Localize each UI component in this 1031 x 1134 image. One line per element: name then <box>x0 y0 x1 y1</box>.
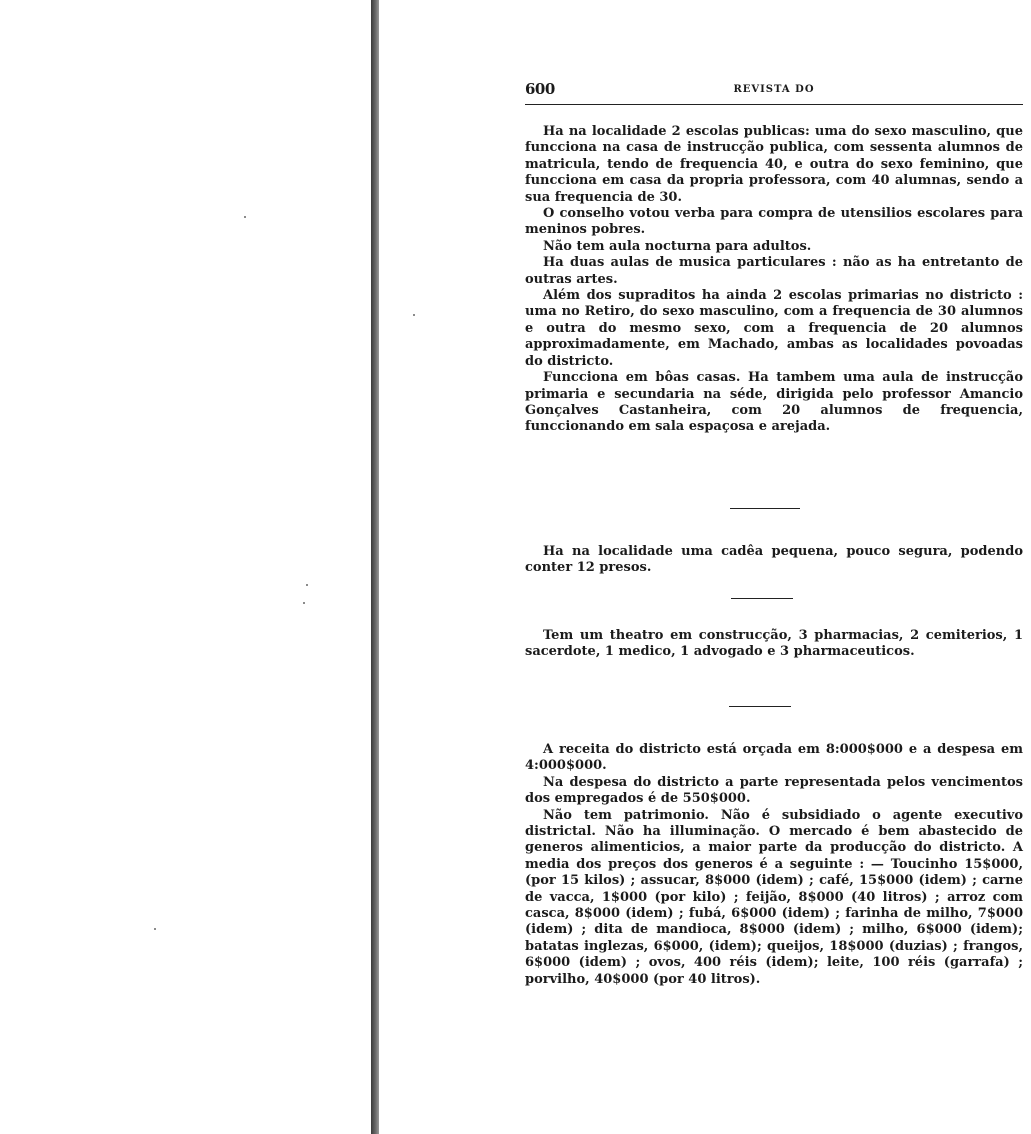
page-header <box>525 80 1023 105</box>
paragraph: Não tem patrimonio. Não é subsidiado o agente executivo districtal. Não ha illuminação. O mercado é bem abastecido de generos alimenticios, a maior parte da producção do districto. A media dos preços dos generos é a seguinte : — Toucinho 15$000, (por 15 kilos) ; assucar, 8$000 (idem) ; café, 15$000 (idem) ; carne de vacca, 1$000 (por kilo) ; feijão, 8$000 (40 litros) ; arroz com casca, 8$000 (idem) ; fubá, 6$000 (idem) ; farinha de milho, 7$000 (idem) ; dita de mandioca, 8$000 (idem) ; milho, 6$000 (idem); batatas inglezas, 6$000, (idem); queijos, 18$000 (duzias) ; frangos, 6$000 (idem) ; ovos, 400 réis (idem); leite, 100 réis (garrafa) ; porvilho, 40$000 (por 40 litros). <box>525 807 1023 987</box>
scan-speck <box>244 216 246 218</box>
paragraph: Ha na localidade 2 escolas publicas: uma do sexo masculino, que funcciona na casa de instrucção publica, com sessenta alumnos de matricula, tendo de frequencia 40, e outra do sexo feminino, que funcciona em casa da propria professora, com 40 alumnas, sendo a sua frequencia de 30. <box>525 124 1023 205</box>
paragraph: O conselho votou verba para compra de utensilios escolares para meninos pobres. <box>525 206 1023 238</box>
scan-speck <box>154 928 156 930</box>
paragraph: A receita do districto está orçada em 8:000$000 e a despesa em 4:000$000. <box>525 742 1023 774</box>
paragraph: Na despesa do districto a parte representada pelos vencimentos dos empregados é de 550$000. <box>525 774 1023 807</box>
paragraph: Funcciona em bôas casas. Ha tambem uma aula de instrucção primaria e secundaria na séde, dirigida pelo professor Amancio Gonçalves Castanheira, com 20 alumnos de frequencia, funccionando em sala espaçosa e arejada. <box>525 370 1023 435</box>
paragraph: Ha duas aulas de musica particulares : não as ha entretanto de outras artes. <box>525 255 1023 287</box>
section-divider <box>731 598 793 599</box>
section-divider <box>729 706 791 707</box>
section-finance <box>525 742 1023 988</box>
section-schools <box>525 124 1023 436</box>
running-title: REVISTA DO <box>733 84 815 95</box>
paragraph: Ha na localidade uma cadêa pequena, pouco segura, podendo conter 12 presos. <box>525 544 1023 576</box>
book-gutter <box>371 0 379 1134</box>
scan-speck <box>303 602 305 604</box>
section-services <box>525 628 1023 661</box>
scan-speck <box>306 584 308 586</box>
section-jail <box>525 544 1023 577</box>
paragraph: Tem um theatro em construcção, 3 pharmacias, 2 cemiterios, 1 sacerdote, 1 medico, 1 advogado e 3 pharmaceuticos. <box>525 628 1023 660</box>
scan-speck <box>413 314 415 316</box>
paragraph: Não tem aula nocturna para adultos. <box>543 238 812 254</box>
paragraph: Além dos supraditos ha ainda 2 escolas primarias no districto : uma no Retiro, do sexo masculino, com a frequencia de 30 alumnos e outra do mesmo sexo, com a frequencia de 20 alumnos approximadamente, em Machado, ambas as localidades povoadas do districto. <box>525 288 1023 369</box>
book-page <box>525 0 1023 1134</box>
page-number: 600 <box>525 80 555 98</box>
section-divider <box>730 508 800 509</box>
